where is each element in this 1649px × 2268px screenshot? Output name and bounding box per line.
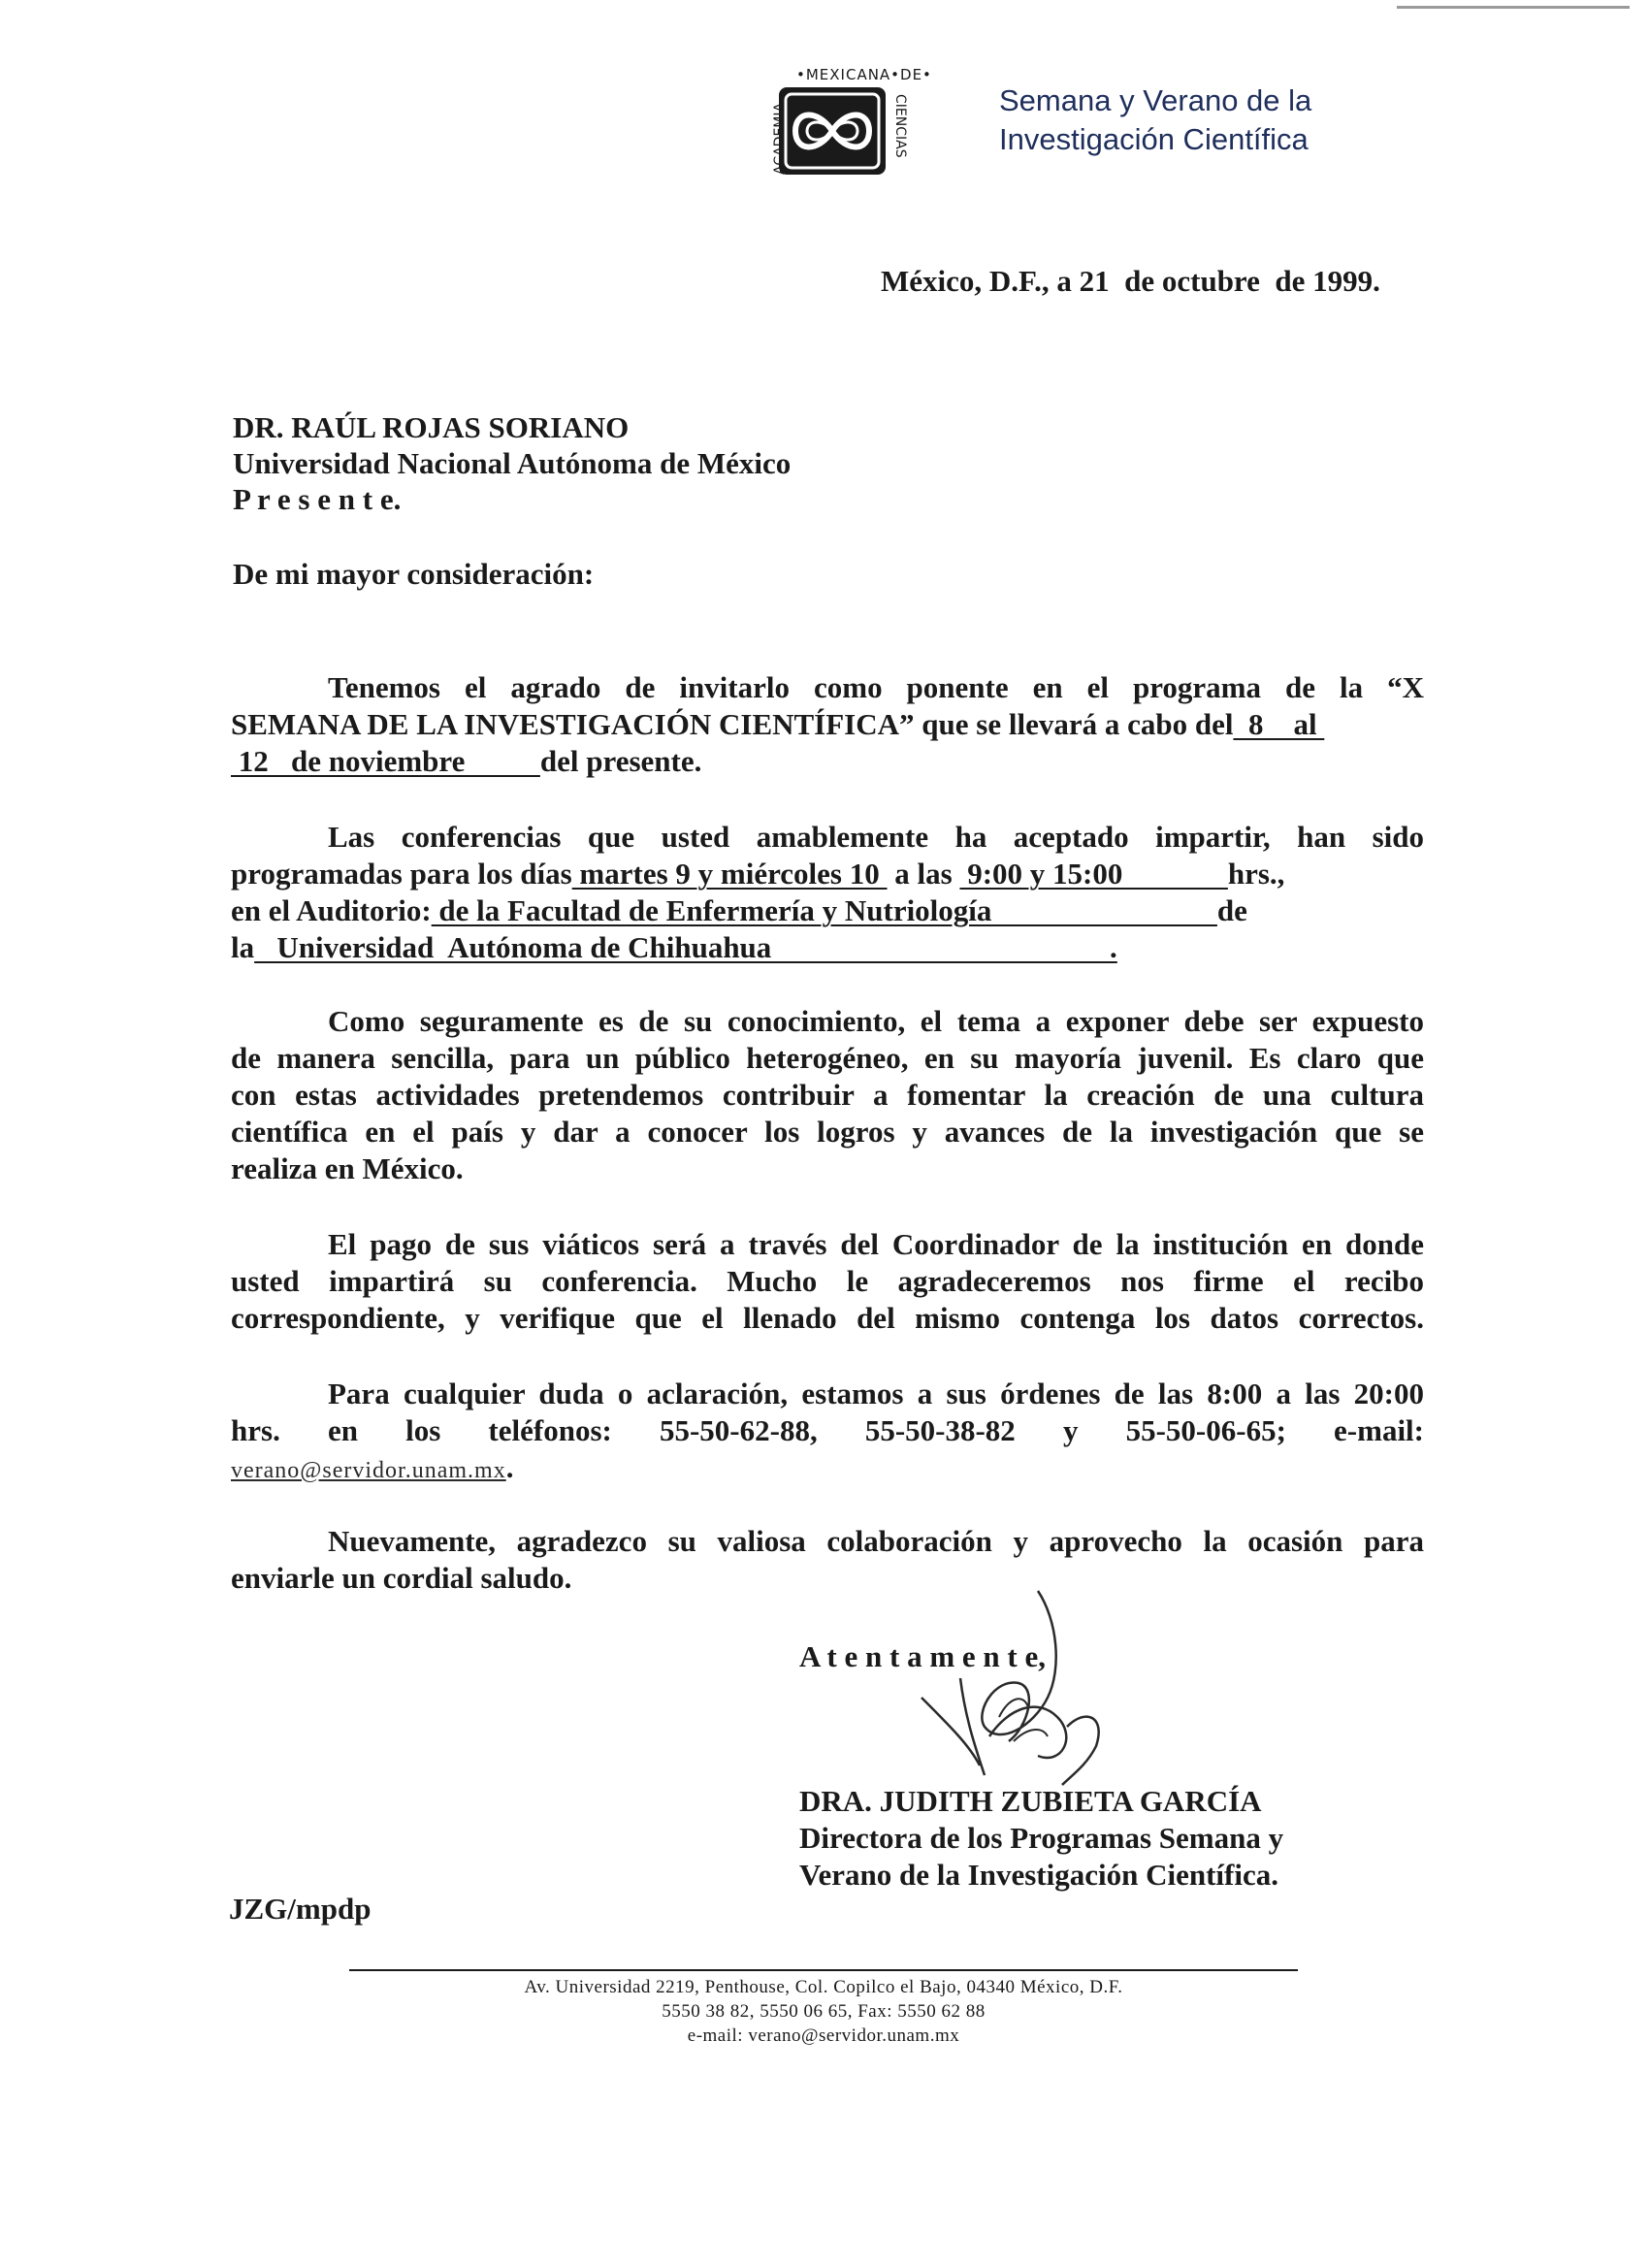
footer-phones: 5550 38 82, 5550 06 65, Fax: 5550 62 88	[662, 2001, 986, 2022]
reference-initials: JZG/mpdp	[229, 1892, 372, 1926]
footer-divider	[349, 1969, 1298, 1971]
start-day-field: 8 al	[1233, 707, 1325, 741]
p1-line2: SEMANA DE LA INVESTIGACIÓN CIENTÍFICA” que se llevará a cabo del 8 al	[231, 707, 1325, 741]
program-title-line2: Investigación Científica	[999, 122, 1309, 156]
p1-line3: 12 de noviembre del presente.	[231, 744, 702, 778]
paragraph-closing	[231, 1523, 1424, 1597]
p4-line2: usted impartirá su conferencia. Mucho le agradeceremos nos firme el recibo	[231, 1264, 1424, 1298]
program-title-line1: Semana y Verano de la	[999, 83, 1312, 117]
svg-text:CIENCIAS: CIENCIAS	[892, 94, 908, 158]
p3-line5: realiza en México.	[231, 1151, 464, 1185]
end-date-field: 12 de noviembre	[231, 744, 540, 778]
academy-logo	[726, 60, 939, 191]
footer	[349, 1975, 1298, 2048]
paragraph-topic	[231, 1003, 1424, 1187]
paragraph-payment	[231, 1226, 1424, 1337]
recipient-institution: Universidad Nacional Autónoma de México	[233, 446, 792, 480]
p3-line2: de manera sencilla, para un público heterogéneo, en su mayoría juvenil. Es claro que	[231, 1041, 1424, 1075]
contact-email-link[interactable]: verano@servidor.unam.mx	[231, 1458, 506, 1483]
recipient-name: DR. RAÚL ROJAS SORIANO	[233, 410, 630, 444]
svg-text:•MEXICANA•DE•: •MEXICANA•DE•	[796, 66, 932, 83]
p5-line2: hrs. en los teléfonos: 55-50-62-88, 55-50-38-82 y 55-50-06-65; e-mail:	[231, 1413, 1424, 1447]
recipient-block	[233, 409, 791, 517]
p5-line3: verano@servidor.unam.mx.	[231, 1450, 514, 1484]
signatory-title-line1: Directora de los Programas Semana y	[799, 1821, 1284, 1855]
p2-line3: en el Auditorio: de la Facultad de Enfermería y Nutriología de	[231, 893, 1247, 927]
auditorium-field: de la Facultad de Enfermería y Nutriología	[431, 893, 1217, 927]
salutation: De mi mayor consideración:	[233, 557, 595, 591]
p2-line1: Las conferencias que usted amablemente ha aceptado impartir, han sido	[328, 820, 1424, 854]
svg-text:ACADEMIA: ACADEMIA	[772, 102, 788, 175]
p1-line1: Tenemos el agrado de invitarlo como ponente en el programa de la “X	[328, 670, 1424, 704]
p4-line1: El pago de sus viáticos será a través del Coordinador de la institución en donde	[328, 1227, 1424, 1261]
program-title	[999, 81, 1311, 159]
handwritten-signature	[892, 1581, 1145, 1795]
p6-line2: enviarle un cordial saludo.	[231, 1561, 572, 1595]
signatory-block	[799, 1783, 1283, 1894]
academy-logo-graphic	[726, 60, 939, 191]
paragraph-contact	[231, 1376, 1424, 1489]
p3-line4: científica en el país y dar a conocer los logros y avances de la investigación que se	[231, 1115, 1424, 1149]
recipient-presente: P r e s e n t e.	[233, 482, 402, 516]
footer-address: Av. Universidad 2219, Penthouse, Col. Copilco el Bajo, 04340 México, D.F.	[524, 1977, 1123, 1997]
signatory-title-line2: Verano de la Investigación Científica.	[799, 1858, 1278, 1892]
p3-line1: Como seguramente es de su conocimiento, el tema a exponer debe ser expuesto	[328, 1004, 1424, 1038]
paragraph-invitation	[231, 669, 1424, 780]
scan-edge-mark	[1397, 6, 1630, 9]
days-field: martes 9 y miércoles 10	[571, 857, 888, 891]
signatory-name: DRA. JUDITH ZUBIETA GARCÍA	[799, 1784, 1262, 1818]
hours-field: 9:00 y 15:00	[959, 857, 1228, 891]
university-field: Universidad Autónoma de Chihuahua .	[254, 930, 1117, 964]
footer-email: e-mail: verano@servidor.unam.mx	[687, 2025, 960, 2046]
paragraph-schedule	[231, 819, 1424, 966]
closing-atentamente: A t e n t a m e n t e,	[799, 1639, 1046, 1673]
signature	[892, 1581, 1145, 1795]
p6-line1: Nuevamente, agradezco su valiosa colaboración y aprovecho la ocasión para	[328, 1524, 1424, 1558]
p5-line1: Para cualquier duda o aclaración, estamos a sus órdenes de las 8:00 a las 20:00	[328, 1377, 1424, 1410]
date-line: México, D.F., a 21 de octubre de 1999.	[881, 264, 1380, 298]
p2-line2: programadas para los días martes 9 y miércoles 10 a las 9:00 y 15:00 hrs.,	[231, 857, 1285, 891]
p3-line3: con estas actividades pretendemos contribuir a fomentar la creación de una cultura	[231, 1078, 1424, 1112]
p4-line3: correspondiente, y verifique que el llenado del mismo contenga los datos correctos.	[231, 1301, 1424, 1335]
p2-line4: la Universidad Autónoma de Chihuahua .	[231, 930, 1117, 964]
